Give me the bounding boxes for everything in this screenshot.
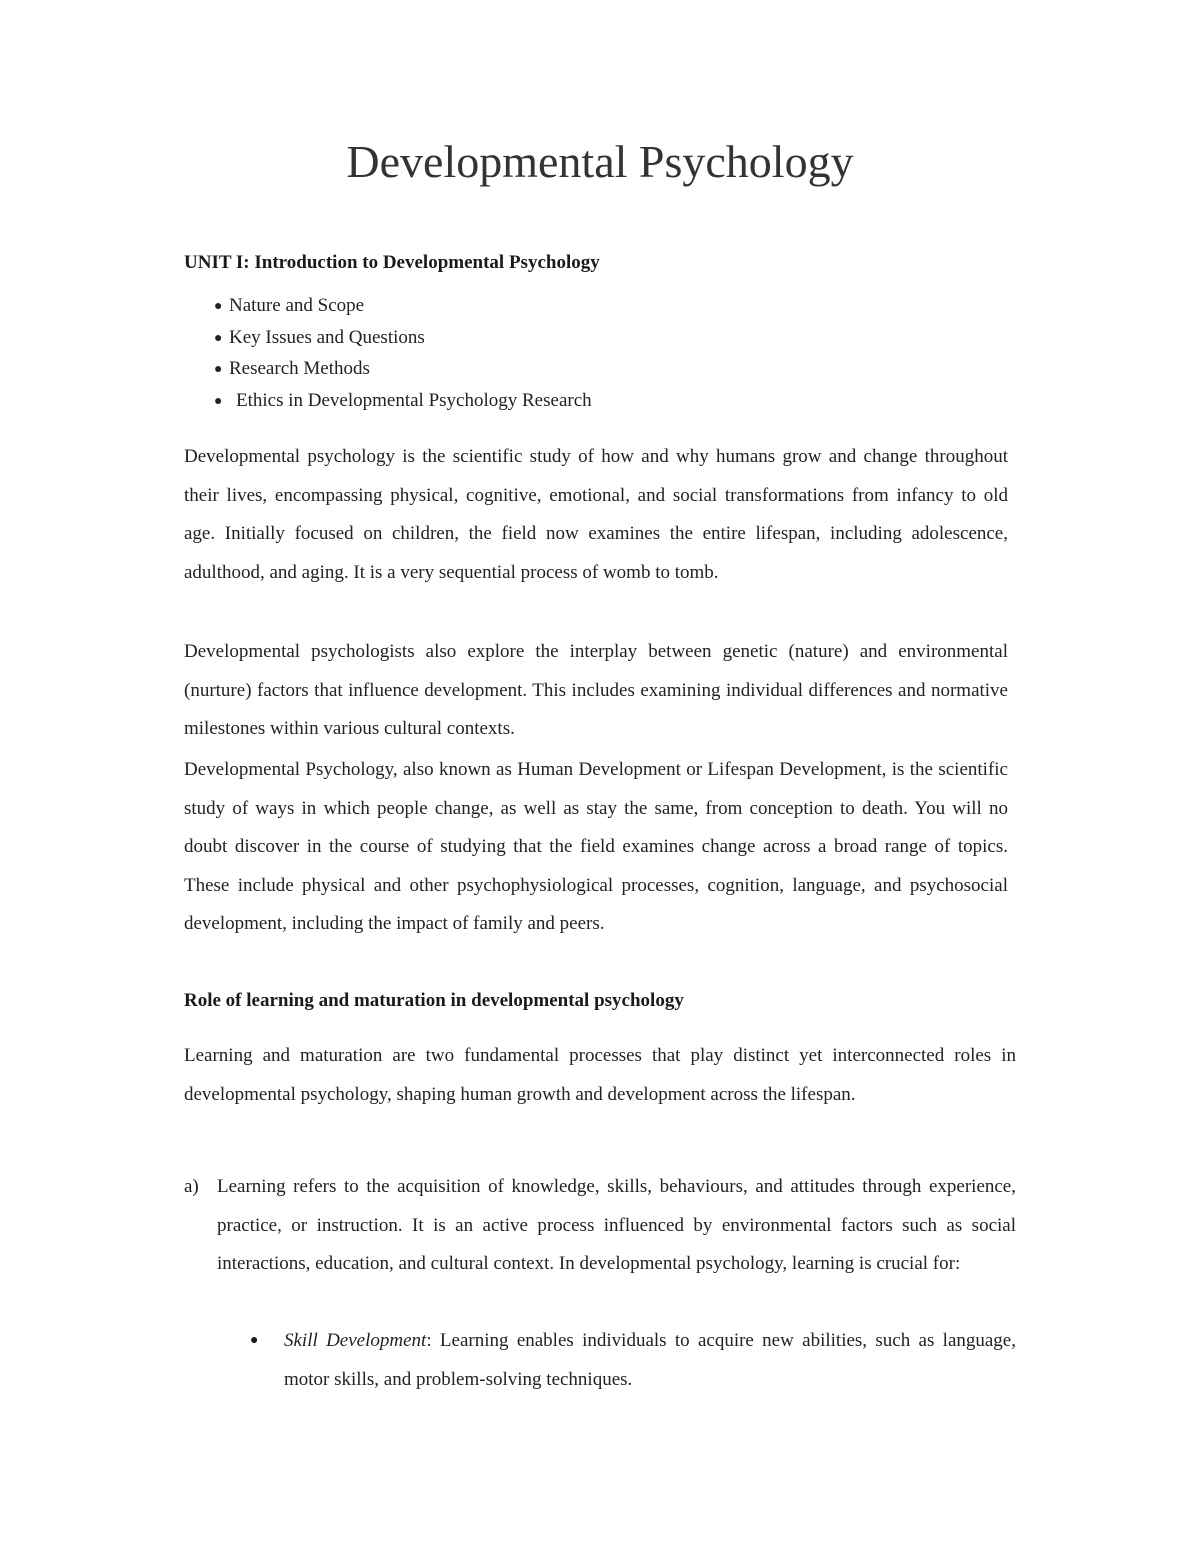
topic-label: Key Issues and Questions bbox=[229, 326, 425, 348]
list-item-text: Learning refers to the acquisition of knowledge, skills, behaviours, and attitudes through experience, practice, or instruction. It is an active process influenced by environmental factors such as social interactions, education, and cultural context. In developmental psychology, learning is crucial for: bbox=[217, 1176, 1016, 1274]
list-item bbox=[214, 386, 592, 418]
topic-label: Ethics in Developmental Psychology Research bbox=[236, 389, 592, 411]
sub-list-item-text bbox=[284, 1322, 1016, 1399]
list-item bbox=[214, 354, 592, 386]
bullet-icon: ● bbox=[214, 393, 223, 409]
bullet-icon: ● bbox=[214, 330, 223, 346]
list-item bbox=[214, 323, 592, 355]
topic-label: Research Methods bbox=[229, 358, 370, 379]
paragraph-definition: Developmental psychology is the scientific study of how and why humans grow and change throughout their lives, encompassing physical, cognitive, emotional, and social transformations from infancy to old age. Initially focused on children, the field now examines the entire lifespan, including adolescence, adulthood, and aging. It is a very sequential process of womb to tomb. bbox=[184, 446, 1008, 583]
bullet-icon: ● bbox=[250, 1333, 259, 1348]
list-item bbox=[214, 291, 592, 323]
topic-label: Nature and Scope bbox=[229, 295, 365, 316]
section-heading: Role of learning and maturation in developmental psychology bbox=[184, 990, 684, 1011]
bullet-icon: ● bbox=[214, 299, 223, 314]
topic-list bbox=[214, 291, 592, 417]
list-marker: a) bbox=[184, 1176, 199, 1197]
unit-heading: UNIT I: Introduction to Developmental Psychology bbox=[184, 252, 600, 273]
paragraph-lifespan: Developmental Psychology, also known as Human Development or Lifespan Development, is the scientific study of ways in which people change, as well as stay the same, from conception to death. You will no doubt discover in the course of studying that the field examines change across a broad range of topics. These include physical and other psychophysiological processes, cognition, language, and psychosocial development, including the impact of family and peers. bbox=[184, 759, 1008, 934]
paragraph-nature-nurture: Developmental psychologists also explore the interplay between genetic (nature) and environmental (nurture) factors that influence development. This includes examining individual differences and normative milestones within various cultural contexts. bbox=[184, 641, 1008, 739]
sub-list-item bbox=[250, 1322, 1016, 1399]
term-description: : Learning enables individuals to acquire new abilities, such as language, motor skills, and problem-solving techniques. bbox=[284, 1330, 1016, 1390]
term-label: Skill Development bbox=[284, 1330, 427, 1351]
list-item-a bbox=[184, 1168, 1016, 1284]
document-title: Developmental Psychology bbox=[346, 136, 854, 187]
bullet-icon: ● bbox=[214, 362, 223, 377]
paragraph-role-intro: Learning and maturation are two fundamental processes that play distinct yet interconnected roles in developmental psychology, shaping human growth and development across the lifespan. bbox=[184, 1045, 1016, 1105]
